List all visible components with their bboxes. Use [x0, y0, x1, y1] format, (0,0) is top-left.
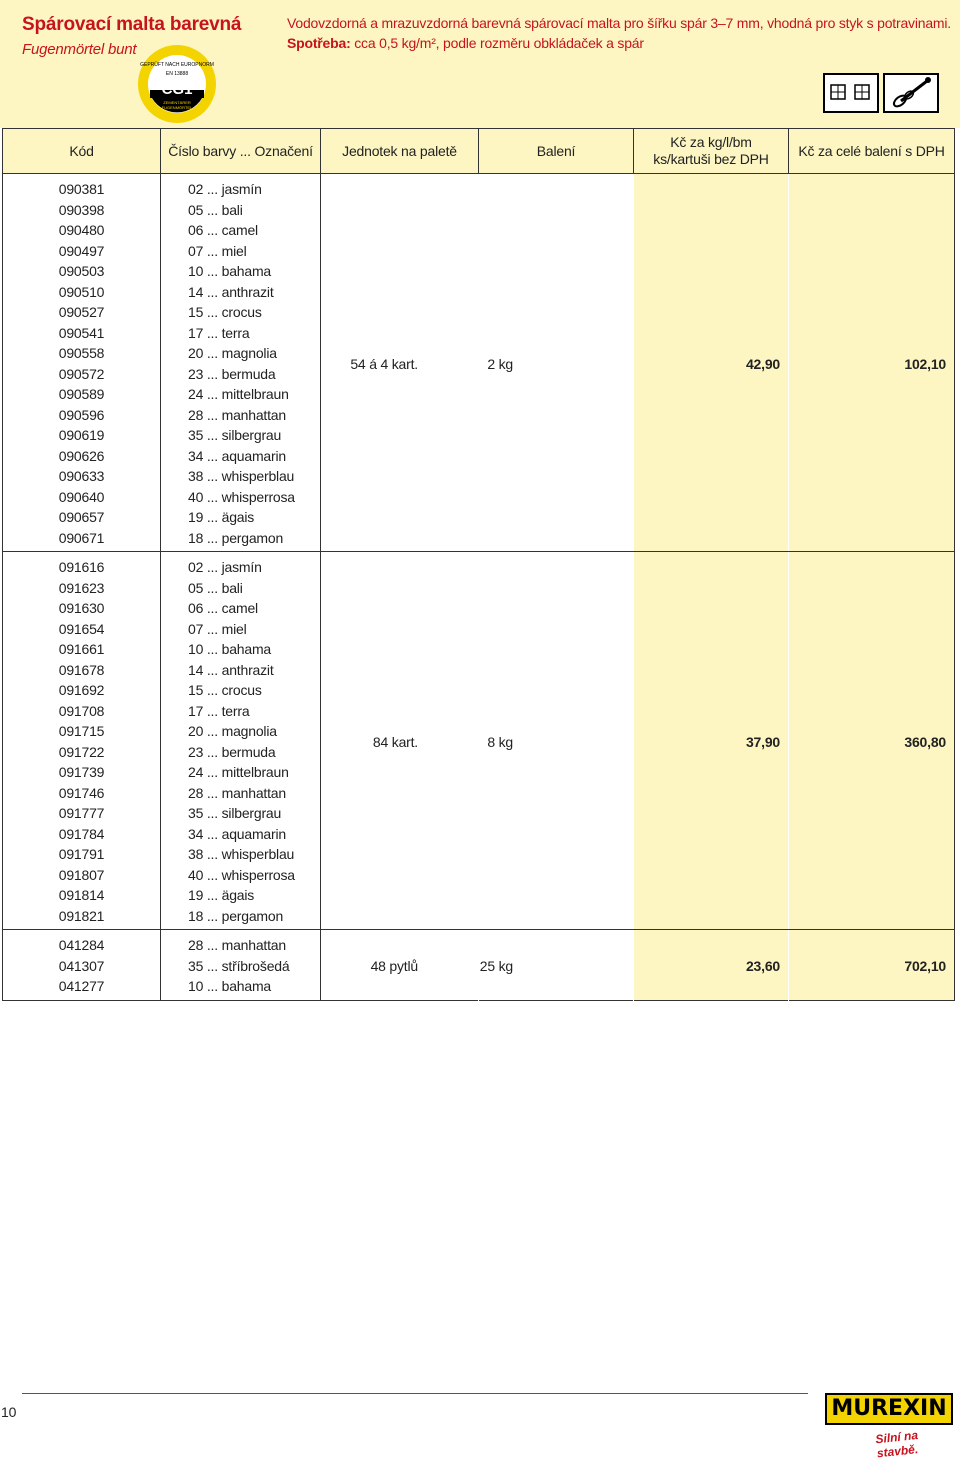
badge-standard: EN 13888: [165, 71, 189, 77]
color-name-list-item: 06 ... camel: [188, 222, 258, 238]
color-name-list-item: 06 ... camel: [188, 600, 258, 616]
color-name-list-item: 18 ... pergamon: [188, 529, 284, 546]
product-code-list-item: 090640: [58, 488, 105, 505]
product-code-list-item: 091807: [58, 866, 105, 883]
header-price-total: Kč za celé balení s DPH: [789, 129, 955, 174]
product-code-list-item: 041307: [58, 957, 105, 974]
color-name-list: [161, 174, 321, 552]
product-code-list-item: 090589: [58, 386, 105, 402]
color-name-list-item: 19 ... ägais: [188, 509, 255, 525]
product-code-list-item: 091654: [58, 620, 105, 637]
product-code-list-item: 090633: [58, 468, 105, 484]
color-name-list-item: 07 ... miel: [188, 620, 247, 637]
color-name-list-item: 15 ... crocus: [188, 304, 262, 320]
product-code-list-item: 041284: [58, 937, 105, 953]
price-total: 360,80: [789, 552, 955, 930]
product-code-list-item: 090527: [58, 304, 105, 320]
color-name-list-item: 23 ... bermuda: [188, 743, 276, 760]
product-code-list-item: 090503: [58, 263, 105, 279]
product-code-list-item: 090497: [58, 242, 105, 259]
product-code-list-item: 090510: [58, 283, 105, 300]
product-code-list-item: 090398: [58, 201, 105, 218]
product-consumption: [287, 35, 644, 51]
product-code-list-item: 091777: [58, 805, 105, 821]
header-price-unit-line-1: Kč za kg/l/bm: [670, 134, 752, 150]
color-name-list-item: 18 ... pergamon: [188, 907, 284, 924]
color-name-list-item: 05 ... bali: [188, 579, 243, 596]
header-units: Jednotek na paletě: [321, 129, 479, 174]
mixer-tool-icon: [883, 73, 939, 113]
price-table: [2, 128, 955, 1001]
color-name-list-item: 17 ... terra: [188, 324, 250, 341]
price-total: 102,10: [789, 174, 955, 552]
badge-caption-2: FUGENMÖRTEL: [161, 105, 193, 110]
product-code-list-item: 091623: [58, 579, 105, 596]
price-per-unit: 37,90: [634, 552, 789, 930]
color-name-list-item: 24 ... mittelbraun: [188, 764, 289, 780]
color-name-list-item: 02 ... jasmín: [188, 559, 262, 575]
color-name-list: [161, 552, 321, 930]
product-code-list-item: 090558: [58, 345, 105, 361]
color-name-list-item: 35 ... silbergrau: [188, 805, 282, 821]
color-name-list-item: 14 ... anthrazit: [188, 283, 274, 300]
product-code-list-item: 091715: [58, 723, 105, 739]
badge-grade: CG1: [161, 81, 193, 98]
color-name-list: [161, 930, 321, 1001]
product-code-list-item: 090572: [58, 365, 105, 382]
product-code-list-item: 090596: [58, 406, 105, 423]
color-name-list-item: 35 ... silbergrau: [188, 427, 282, 443]
color-name-list-item: 38 ... whisperblau: [188, 468, 295, 484]
pallet-units: 54 á 4 kart.: [321, 174, 479, 552]
color-name-list-item: 10 ... bahama: [188, 978, 272, 994]
product-code-list-item: 091692: [58, 682, 105, 698]
color-name-list-item: 34 ... aquamarin: [188, 825, 286, 842]
badge-ring-text: GEPRÜFT NACH EUROPNORM: [140, 62, 214, 68]
packaging-size: 25 kg: [479, 930, 634, 1001]
product-code-list-item: 091791: [58, 846, 105, 862]
product-code-list-item: 091739: [58, 764, 105, 780]
price-total: 702,10: [789, 930, 955, 1001]
packaging-size: 2 kg: [479, 174, 634, 552]
murexin-logo: [825, 1393, 953, 1425]
product-code-list: [3, 552, 161, 930]
color-name-list-item: 23 ... bermuda: [188, 365, 276, 382]
table-body: [3, 174, 955, 1001]
product-code-list-item: 091661: [58, 641, 105, 657]
header-packaging: Balení: [479, 129, 634, 174]
color-name-list-item: 38 ... whisperblau: [188, 846, 295, 862]
color-name-list-item: 28 ... manhattan: [188, 784, 286, 801]
product-code-list-item: 091746: [58, 784, 105, 801]
color-name-list-item: 15 ... crocus: [188, 682, 262, 698]
product-code-list-item: 091821: [58, 907, 105, 924]
product-code-list-item: 091630: [58, 600, 105, 616]
color-name-list-item: 05 ... bali: [188, 201, 243, 218]
color-name-list-item: 24 ... mittelbraun: [188, 386, 289, 402]
product-code-list-item: 041277: [58, 978, 105, 994]
badge-caption-1: ZEMENTÄRER: [163, 100, 191, 105]
pallet-units: 48 pytlů: [321, 930, 479, 1001]
color-name-list-item: 17 ... terra: [188, 702, 250, 719]
color-name-list-item: 14 ... anthrazit: [188, 661, 274, 678]
header-code: Kód: [3, 129, 161, 174]
footer-divider: [22, 1393, 808, 1394]
product-code-list-item: 091784: [58, 825, 105, 842]
product-code-list-item: 090381: [58, 181, 105, 197]
product-code-list-item: 090657: [58, 509, 105, 525]
color-name-list-item: 28 ... manhattan: [188, 406, 286, 423]
product-subtitle: Fugenmörtel bunt: [22, 41, 137, 58]
table-group-row: [3, 552, 955, 930]
product-code-list-item: 091814: [58, 887, 105, 903]
header-color: Číslo barvy ... Označení: [161, 129, 321, 174]
color-name-list-item: 20 ... magnolia: [188, 723, 277, 739]
pallet-units: 84 kart.: [321, 552, 479, 930]
consumption-label: Spotřeba:: [287, 35, 351, 51]
price-per-unit: 23,60: [634, 930, 789, 1001]
header-band: [0, 0, 960, 128]
slogan: Silní na stavbě.: [874, 1428, 919, 1460]
header-price-unit: [634, 129, 789, 174]
certification-badge-icon: [137, 44, 217, 124]
color-name-list-item: 20 ... magnolia: [188, 345, 277, 361]
page-number: 10: [1, 1404, 17, 1420]
product-code-list-item: 090619: [58, 427, 105, 443]
color-name-list-item: 10 ... bahama: [188, 641, 272, 657]
table-group-row: [3, 174, 955, 552]
product-code-list-item: 090480: [58, 222, 105, 238]
product-title: Spárovací malta barevná: [22, 14, 242, 35]
color-name-list-item: 19 ... ägais: [188, 887, 255, 903]
product-code-list-item: 091616: [58, 559, 105, 575]
product-code-list-item: 090626: [58, 447, 105, 464]
wall-tiles-icon: [823, 73, 879, 113]
color-name-list-item: 10 ... bahama: [188, 263, 272, 279]
color-name-list-item: 40 ... whisperrosa: [188, 866, 295, 883]
header-price-unit-line-2: ks/kartuši bez DPH: [653, 151, 769, 167]
color-name-list-item: 35 ... stříbrošedá: [188, 957, 290, 974]
price-per-unit: 42,90: [634, 174, 789, 552]
color-name-list-item: 02 ... jasmín: [188, 181, 262, 197]
product-description: Vodovzdorná a mrazuvzdorná barevná spárovací malta pro šířku spár 3–7 mm, vhodná pro styk s potravinami.: [287, 15, 951, 31]
packaging-size: 8 kg: [479, 552, 634, 930]
color-name-list-item: 40 ... whisperrosa: [188, 488, 295, 505]
table-group-row: [3, 930, 955, 1001]
product-code-list-item: 090541: [58, 324, 105, 341]
color-name-list-item: 07 ... miel: [188, 242, 247, 259]
logo-text: MUREXIN: [831, 1396, 947, 1421]
product-code-list-item: 091678: [58, 661, 105, 678]
product-code-list-item: 091722: [58, 743, 105, 760]
product-code-list-item: 091708: [58, 702, 105, 719]
consumption-text: cca 0,5 kg/m², podle rozměru obkládaček a spár: [350, 35, 644, 51]
product-code-list: [3, 174, 161, 552]
table-header-row: [3, 129, 955, 174]
color-name-list-item: 34 ... aquamarin: [188, 447, 286, 464]
product-code-list-item: 090671: [58, 529, 105, 546]
product-code-list: [3, 930, 161, 1001]
color-name-list-item: 28 ... manhattan: [188, 937, 286, 953]
